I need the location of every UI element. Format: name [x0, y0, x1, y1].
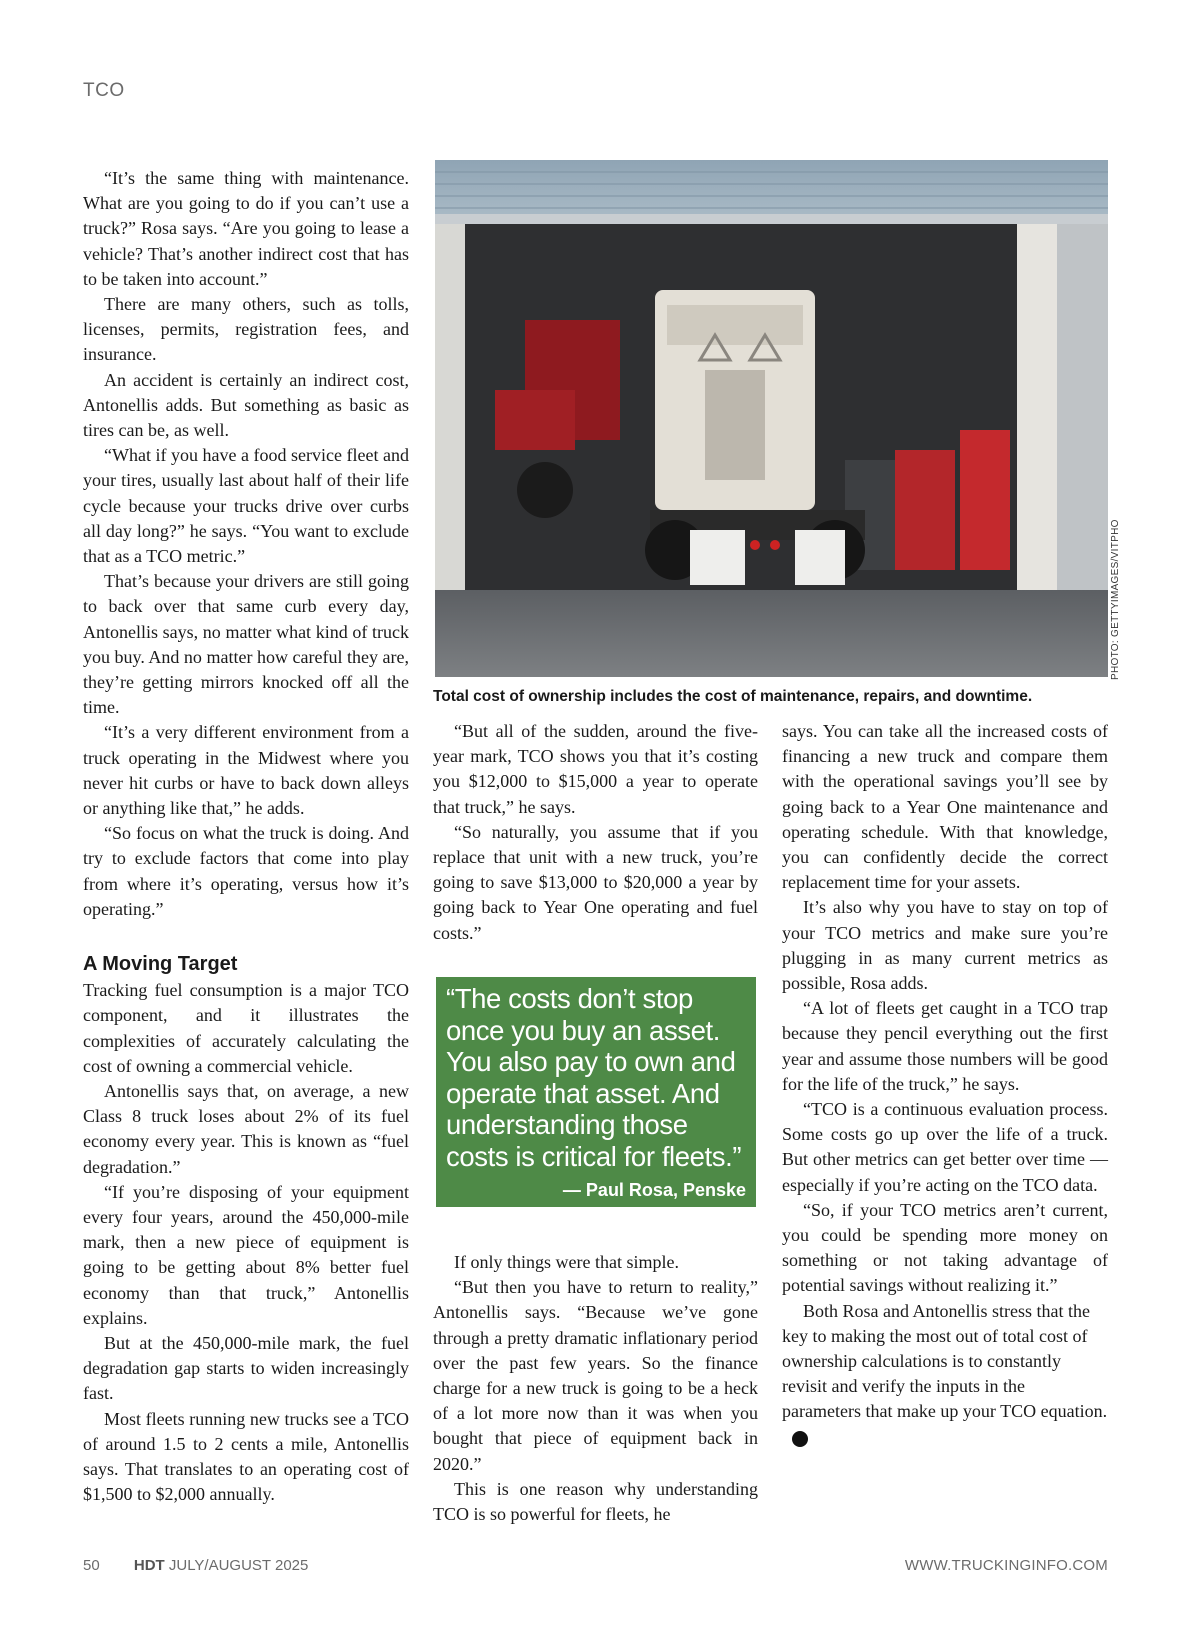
- paragraph: “But all of the sudden, around the five-year mark, TCO shows you that it’s costing you $12,000 to $15,000 a year to operate that truck,” he says.: [433, 721, 758, 817]
- paragraph: “It’s a very different environment from a truck operating in the Midwest where you never hit curbs or have to back down alleys or anything like that,” he adds.: [83, 722, 409, 819]
- article-column-3: [782, 719, 1108, 1450]
- subheading: A Moving Target: [83, 953, 238, 976]
- truck-illustration: [435, 160, 1108, 677]
- pull-quote-attribution: — Paul Rosa, Penske: [562, 1180, 746, 1200]
- hdt-end-mark-icon: HDT: [792, 1431, 808, 1447]
- paragraph: “A lot of fleets get caught in a TCO trap because they pencil everything out the first year and assume those numbers will be good for the life of the truck,” he says.: [782, 998, 1108, 1094]
- paragraph: But at the 450,000-mile mark, the fuel degradation gap starts to widen increasingly fast.: [83, 1332, 409, 1404]
- paragraph: “If you’re disposing of your equipment every four years, around the 450,000-mile mark, then a new piece of equipment is going to be getting about 8% better fuel economy than that truck,” Antonellis explains.: [83, 1181, 409, 1328]
- pull-quote-text: “The costs don’t stop once you buy an asset. You also pay to own and operate that asset. And understanding those costs is critical for fleets.”: [446, 983, 742, 1172]
- article-column-2-bottom: [433, 1250, 758, 1527]
- paragraph-final: [782, 1299, 1108, 1450]
- issue-date: JULY/AUGUST 2025: [168, 1557, 309, 1574]
- article-column-1: [83, 166, 409, 1507]
- paragraph: “What if you have a food service fleet and your tires, usually last about half of their life cycle because your trucks drive over curbs all day long?” he says. “You want to exclude that as a TCO metric.”: [83, 445, 409, 567]
- paragraph: “It’s the same thing with maintenance. What are you going to do if you can’t use a truck?” Rosa says. “Are you going to lease a vehicle? That’s another indirect cost that has to be taken into account.”: [83, 168, 409, 289]
- pull-quote: [436, 977, 756, 1207]
- paragraph: “But then you have to return to reality,” Antonellis says. “Because we’ve gone through a pretty dramatic inflationary period over the past few years. So the finance charge for a new truck is going to be a heck of a lot more now than it was when you bought that piece of equipment back in 2020.”: [433, 1277, 758, 1474]
- paragraph: “So naturally, you assume that if you replace that unit with a new truck, you’re going to save $13,000 to $20,000 a year by going back to Year One operating and fuel costs.”: [433, 821, 758, 943]
- photo-caption: Total cost of ownership includes the cost of maintenance, repairs, and downtime.: [433, 688, 1033, 705]
- magazine-name: HDT: [133, 1557, 165, 1574]
- photo-credit: PHOTO: GETTYIMAGES/VITPHO: [1110, 519, 1121, 680]
- paragraph: This is one reason why understanding TCO is so powerful for fleets, he: [433, 1478, 758, 1525]
- footer-left: [83, 1557, 308, 1574]
- paragraph: There are many others, such as tolls, licenses, permits, registration fees, and insurance.: [83, 294, 409, 365]
- paragraph: Most fleets running new trucks see a TCO of around 1.5 to 2 cents a mile, Antonellis says. That translates to an operating cost of $1,500 to $2,000 annually.: [83, 1408, 409, 1505]
- paragraph: That’s because your drivers are still going to back over that same curb every day, Antonellis says, no matter what kind of truck you buy. And no matter how careful they are, they’re getting mirrors knocked off all the time.: [83, 571, 409, 718]
- paragraph: “So focus on what the truck is doing. And try to exclude factors that come into play from where it’s operating, versus how it’s operating.”: [83, 823, 409, 919]
- page-number: 50: [83, 1557, 100, 1574]
- truck-garage-photo: [435, 160, 1108, 677]
- footer-website: WWW.TRUCKINGINFO.COM: [904, 1557, 1108, 1574]
- paragraph: says. You can take all the increased costs of financing a new truck and compare them with the operational savings you’ll see by going back to a Year One maintenance and operating schedule. With that knowledge, you can confidently decide the correct replacement time for your assets.: [782, 721, 1108, 893]
- paragraph: Antonellis says that, on average, a new Class 8 truck loses about 2% of its fuel economy every year. This is known as “fuel degradation.”: [83, 1080, 409, 1177]
- paragraph: It’s also why you have to stay on top of your TCO metrics and make sure you’re plugging in as many current metrics as possible, Rosa adds.: [782, 897, 1108, 994]
- paragraph: “TCO is a continuous evaluation process. Some costs go up over the life of a truck. But other metrics can get better over time — especially if you’re acting on the TCO data.: [782, 1099, 1108, 1195]
- paragraph: An accident is certainly an indirect cost, Antonellis adds. But something as basic as tires can be, as well.: [83, 369, 409, 441]
- article-column-2-top: [433, 719, 758, 946]
- paragraph: Tracking fuel consumption is a major TCO component, and it illustrates the complexities of accurately calculating the cost of owning a commercial vehicle.: [83, 980, 409, 1076]
- paragraph: “So, if your TCO metrics aren’t current, you could be spending more money on something or not taking advantage of potential savings without realizing it.”: [782, 1199, 1108, 1296]
- paragraph: If only things were that simple.: [454, 1252, 679, 1272]
- paragraph-final-text: Both Rosa and Antonellis stress that the key to making the most out of total cost of ownership calculations is to constantly revisit and verify the inputs in the parameters that make up your TCO equation.: [782, 1300, 1108, 1422]
- section-tag: TCO: [83, 80, 125, 101]
